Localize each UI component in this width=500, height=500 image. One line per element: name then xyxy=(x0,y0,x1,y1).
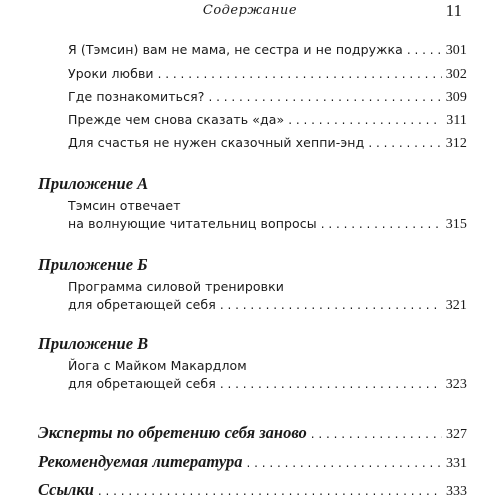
appendix-c-entry xyxy=(68,376,467,393)
toc-entry xyxy=(68,135,467,152)
toc-entry xyxy=(68,42,467,59)
toc-entry-page: 302 xyxy=(445,67,467,82)
appendix-a-entry xyxy=(68,216,467,233)
toc-entry-page: 301 xyxy=(445,43,467,58)
appendix-a-line1: Тэмсин отвечает xyxy=(68,198,181,213)
toc-entry-page: 315 xyxy=(445,217,467,232)
dot-leader xyxy=(158,67,442,81)
appendix-b-entry xyxy=(68,297,467,314)
toc-entry-page: 311 xyxy=(446,113,467,128)
toc-entry xyxy=(68,89,467,106)
toc-entry-title: Где познакомиться? xyxy=(68,89,205,104)
page-number: 11 xyxy=(445,1,462,20)
toc-entry-page: 327 xyxy=(446,427,467,442)
toc-main-entry xyxy=(38,423,467,443)
appendix-a-heading: Приложение А xyxy=(38,174,149,193)
toc-entry-title: на волнующие читательниц вопросы xyxy=(68,216,317,231)
toc-entry-page: 333 xyxy=(446,484,467,499)
toc-entry-title: для обретающей себя xyxy=(68,297,216,312)
appendix-b-heading: Приложение Б xyxy=(38,255,148,274)
dot-leader xyxy=(246,456,442,470)
dot-leader xyxy=(98,484,442,498)
running-title: Содержание xyxy=(202,3,298,18)
toc-entry-title: для обретающей себя xyxy=(68,376,216,391)
toc-entry-page: 323 xyxy=(445,377,467,392)
toc-main-entry xyxy=(38,452,467,472)
toc-entry-title: Уроки любви xyxy=(68,66,154,81)
running-head xyxy=(0,1,500,21)
toc-entry-page: 321 xyxy=(445,298,467,313)
appendix-b-line1: Программа силовой тренировки xyxy=(68,279,285,294)
dot-leader xyxy=(368,136,441,150)
dot-leader xyxy=(208,90,441,104)
appendix-c-heading: Приложение В xyxy=(38,334,149,353)
dot-leader xyxy=(288,113,442,127)
toc-entry-title: Прежде чем снова сказать «да» xyxy=(68,112,285,127)
dot-leader xyxy=(220,298,442,312)
dot-leader xyxy=(311,427,442,441)
appendix-c-line1: Йога с Майком Макардлом xyxy=(68,358,247,373)
toc-entry-page: 312 xyxy=(445,136,467,151)
toc-entry-title: Рекомендуемая литература xyxy=(38,452,243,471)
toc-entry-title: Я (Тэмсин) вам не мама, не сестра и не подружка xyxy=(68,42,403,57)
toc-entry xyxy=(68,112,467,129)
dot-leader xyxy=(220,377,442,391)
toc-entry-title: Для счастья не нужен сказочный хеппи-энд xyxy=(68,135,365,150)
toc-entry-page: 331 xyxy=(446,456,467,471)
toc-main-entry xyxy=(38,480,467,500)
toc-entry-title: Ссылки xyxy=(38,480,94,499)
dot-leader xyxy=(407,43,442,57)
dot-leader xyxy=(321,217,442,231)
toc-entry-page: 309 xyxy=(445,90,467,105)
toc-entry-title: Эксперты по обретению себя заново xyxy=(38,423,307,442)
toc-entry xyxy=(68,66,467,83)
